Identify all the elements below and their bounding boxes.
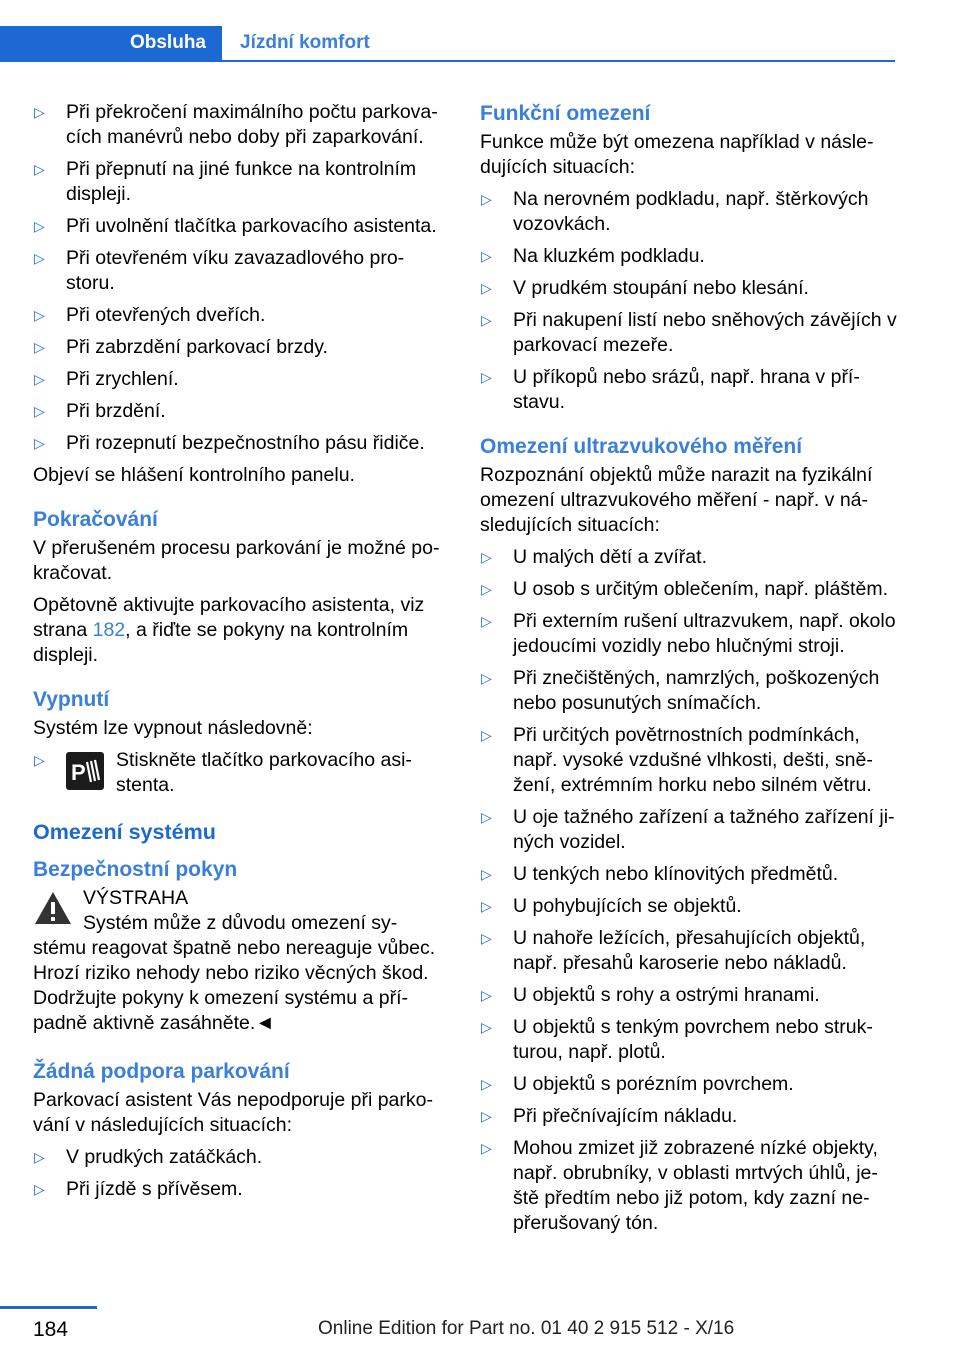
heading-bezpecnostni-pokyn: Bezpečnostní pokyn	[33, 858, 238, 881]
triangle-bullet-icon: ▷	[34, 307, 45, 323]
triangle-bullet-icon: ▷	[34, 104, 45, 120]
tab-obsluha[interactable]: Obsluha	[0, 26, 222, 60]
list-item: ▷ Při překročení maximálního počtu parkova-cích manévrů nebo doby při zaparkování.	[34, 101, 438, 148]
triangle-bullet-icon: ▷	[481, 1140, 492, 1156]
list-item: ▷ Při znečištěných, namrzlých, poškozených nebo posunutých snímačích.	[481, 667, 880, 714]
list-item: ▷ U nahoře ležících, přesahujících objektů, např. přesahů karoserie nebo nákladů.	[481, 927, 866, 974]
list-item: ▷ Při uvolnění tlačítka parkovacího asistenta.	[34, 215, 437, 237]
paragraph: Funkce může být omezena například v násle-dujících situacích:	[480, 131, 874, 178]
list-item: ▷ Při přečnívajícím nákladu.	[481, 1105, 738, 1127]
list-item: ▷ U příkopů nebo srázů, např. hrana v pří-stavu.	[481, 366, 860, 413]
list-item: ▷ P Stiskněte tlačítko parkovacího asi-stenta.	[34, 749, 412, 796]
park-assist-button-icon	[66, 752, 104, 790]
heading-zadna-podpora: Žádná podpora parkování	[33, 1060, 290, 1083]
triangle-bullet-icon: ▷	[481, 1019, 492, 1035]
heading-pokracovani: Pokračování	[33, 508, 158, 531]
triangle-bullet-icon: ▷	[481, 312, 492, 328]
list-item: ▷ Na nerovném podkladu, např. štěrkových vozovkách.	[481, 188, 869, 235]
list-item: ▷ U objektů s rohy a ostrými hranami.	[481, 984, 820, 1006]
triangle-bullet-icon: ▷	[481, 280, 492, 296]
triangle-bullet-icon: ▷	[481, 369, 492, 385]
paragraph: Opětovně aktivujte parkovacího asistenta, viz strana 182, a řiďte se pokyny na kontrolním displeji.	[33, 594, 425, 666]
triangle-bullet-icon: ▷	[34, 161, 45, 177]
list-item: ▷ Při jízdě s přívěsem.	[34, 1178, 243, 1200]
list-item: ▷ V prudkém stoupání nebo klesání.	[481, 277, 809, 299]
paragraph: Systém lze vypnout následovně:	[33, 717, 313, 739]
triangle-bullet-icon: ▷	[34, 339, 45, 355]
list-item: ▷ Při brzdění.	[34, 400, 166, 422]
list-item: ▷ Při nakupení listí nebo sněhových závějích v parkovací mezeře.	[481, 309, 897, 356]
heading-vypnuti: Vypnutí	[33, 688, 110, 711]
left-column	[33, 100, 445, 1209]
list-item: ▷ Při přepnutí na jiné funkce na kontrolním displeji.	[34, 158, 417, 205]
list-item: ▷ U objektů s porézním povrchem.	[481, 1073, 794, 1095]
triangle-bullet-icon: ▷	[34, 250, 45, 266]
svg-text:P: P	[71, 760, 86, 785]
triangle-bullet-icon: ▷	[481, 581, 492, 597]
triangle-bullet-icon: ▷	[481, 613, 492, 629]
list-item: ▷ U tenkých nebo klínovitých předmětů.	[481, 863, 839, 885]
list-item: ▷ Při externím rušení ultrazvukem, např. okolo jedoucími vozidly nebo hlučnými stroji.	[481, 610, 896, 657]
triangle-bullet-icon: ▷	[34, 1149, 45, 1165]
warning-label: VÝSTRAHA	[83, 887, 189, 909]
triangle-bullet-icon: ▷	[481, 549, 492, 565]
heading-funkcni-omezeni: Funkční omezení	[480, 102, 651, 125]
list-item: ▷ U objektů s tenkým povrchem nebo struk-turou, např. plotů.	[481, 1016, 873, 1063]
list-item: ▷ U oje tažného zařízení a tažného zařízení ji-ných vozidel.	[481, 806, 895, 853]
page-number: 184	[33, 1318, 69, 1341]
triangle-bullet-icon: ▷	[34, 218, 45, 234]
list-item: ▷ Při rozepnutí bezpečnostního pásu řidiče.	[34, 432, 425, 454]
tab-jizdni-komfort[interactable]: Jízdní komfort	[240, 32, 370, 53]
triangle-bullet-icon: ▷	[481, 1108, 492, 1124]
triangle-bullet-icon: ▷	[481, 987, 492, 1003]
heading-omezeni-ultrazvuk: Omezení ultrazvukového měření	[480, 435, 803, 458]
heading-omezeni-systemu: Omezení systému	[33, 820, 216, 844]
list-item: ▷ U pohybujících se objektů.	[481, 895, 742, 917]
list-item: ▷ V prudkých zatáčkách.	[34, 1146, 263, 1168]
paragraph: Objeví se hlášení kontrolního panelu.	[33, 464, 355, 486]
right-column	[480, 100, 900, 1243]
triangle-bullet-icon: ▷	[481, 191, 492, 207]
list-item: ▷ Při zrychlení.	[34, 368, 179, 390]
warning-block	[33, 886, 445, 1036]
list-item: ▷ Při otevřených dveřích.	[34, 304, 266, 326]
list-item: ▷ U malých dětí a zvířat.	[481, 546, 707, 568]
triangle-bullet-icon: ▷	[481, 727, 492, 743]
list-item: ▷ Při otevřeném víku zavazadlového pro-storu.	[34, 247, 405, 294]
warning-text: Systém může z důvodu omezení sy-stému reagovat špatně nebo nereaguje vůbec. Hrozí riziko nehody nebo riziko věcných škod. Dodržujte pokyny k omezení systému a pří-padně aktivně zasáhněte.◄	[33, 912, 436, 1034]
footer-divider	[0, 1306, 97, 1309]
triangle-bullet-icon: ▷	[34, 403, 45, 419]
list-item: ▷ Mohou zmizet již zobrazené nízké objekty, např. obrubníky, v oblasti mrtvých úhlů, je-ště předtím nebo již potom, kdy zazní ne-přerušovaný tón.	[481, 1137, 878, 1234]
paragraph: Parkovací asistent Vás nepodporuje při parko-vání v následujících situacích:	[33, 1089, 433, 1136]
triangle-bullet-icon: ▷	[34, 1181, 45, 1197]
triangle-bullet-icon: ▷	[481, 930, 492, 946]
list-item: ▷ Při určitých povětrnostních podmínkách, např. vysoké vzdušné vlhkosti, dešti, sně-žení, extrémním horku nebo silném větru.	[481, 724, 873, 796]
edition-text: Online Edition for Part no. 01 40 2 915 512 - X/16	[318, 1318, 735, 1339]
page-header	[0, 0, 960, 62]
warning-triangle-icon	[33, 890, 73, 926]
triangle-bullet-icon: ▷	[34, 752, 45, 768]
triangle-bullet-icon: ▷	[34, 371, 45, 387]
list-item: ▷ Na kluzkém podkladu.	[481, 245, 705, 267]
triangle-bullet-icon: ▷	[481, 898, 492, 914]
triangle-bullet-icon: ▷	[481, 248, 492, 264]
triangle-bullet-icon: ▷	[481, 1076, 492, 1092]
triangle-bullet-icon: ▷	[481, 866, 492, 882]
list-item: ▷ Při zabrzdění parkovací brzdy.	[34, 336, 328, 358]
paragraph: Rozpoznání objektů může narazit na fyzikální omezení ultrazvukového měření - např. v ná-sledujících situacích:	[480, 464, 873, 536]
triangle-bullet-icon: ▷	[34, 435, 45, 451]
triangle-bullet-icon: ▷	[481, 809, 492, 825]
header-divider	[0, 60, 895, 62]
list-item: ▷ U osob s určitým oblečením, např. pláštěm.	[481, 578, 888, 600]
paragraph: V přerušeném procesu parkování je možné po-kračovat.	[33, 537, 440, 584]
triangle-bullet-icon: ▷	[481, 670, 492, 686]
page-link[interactable]: 182	[92, 619, 126, 641]
